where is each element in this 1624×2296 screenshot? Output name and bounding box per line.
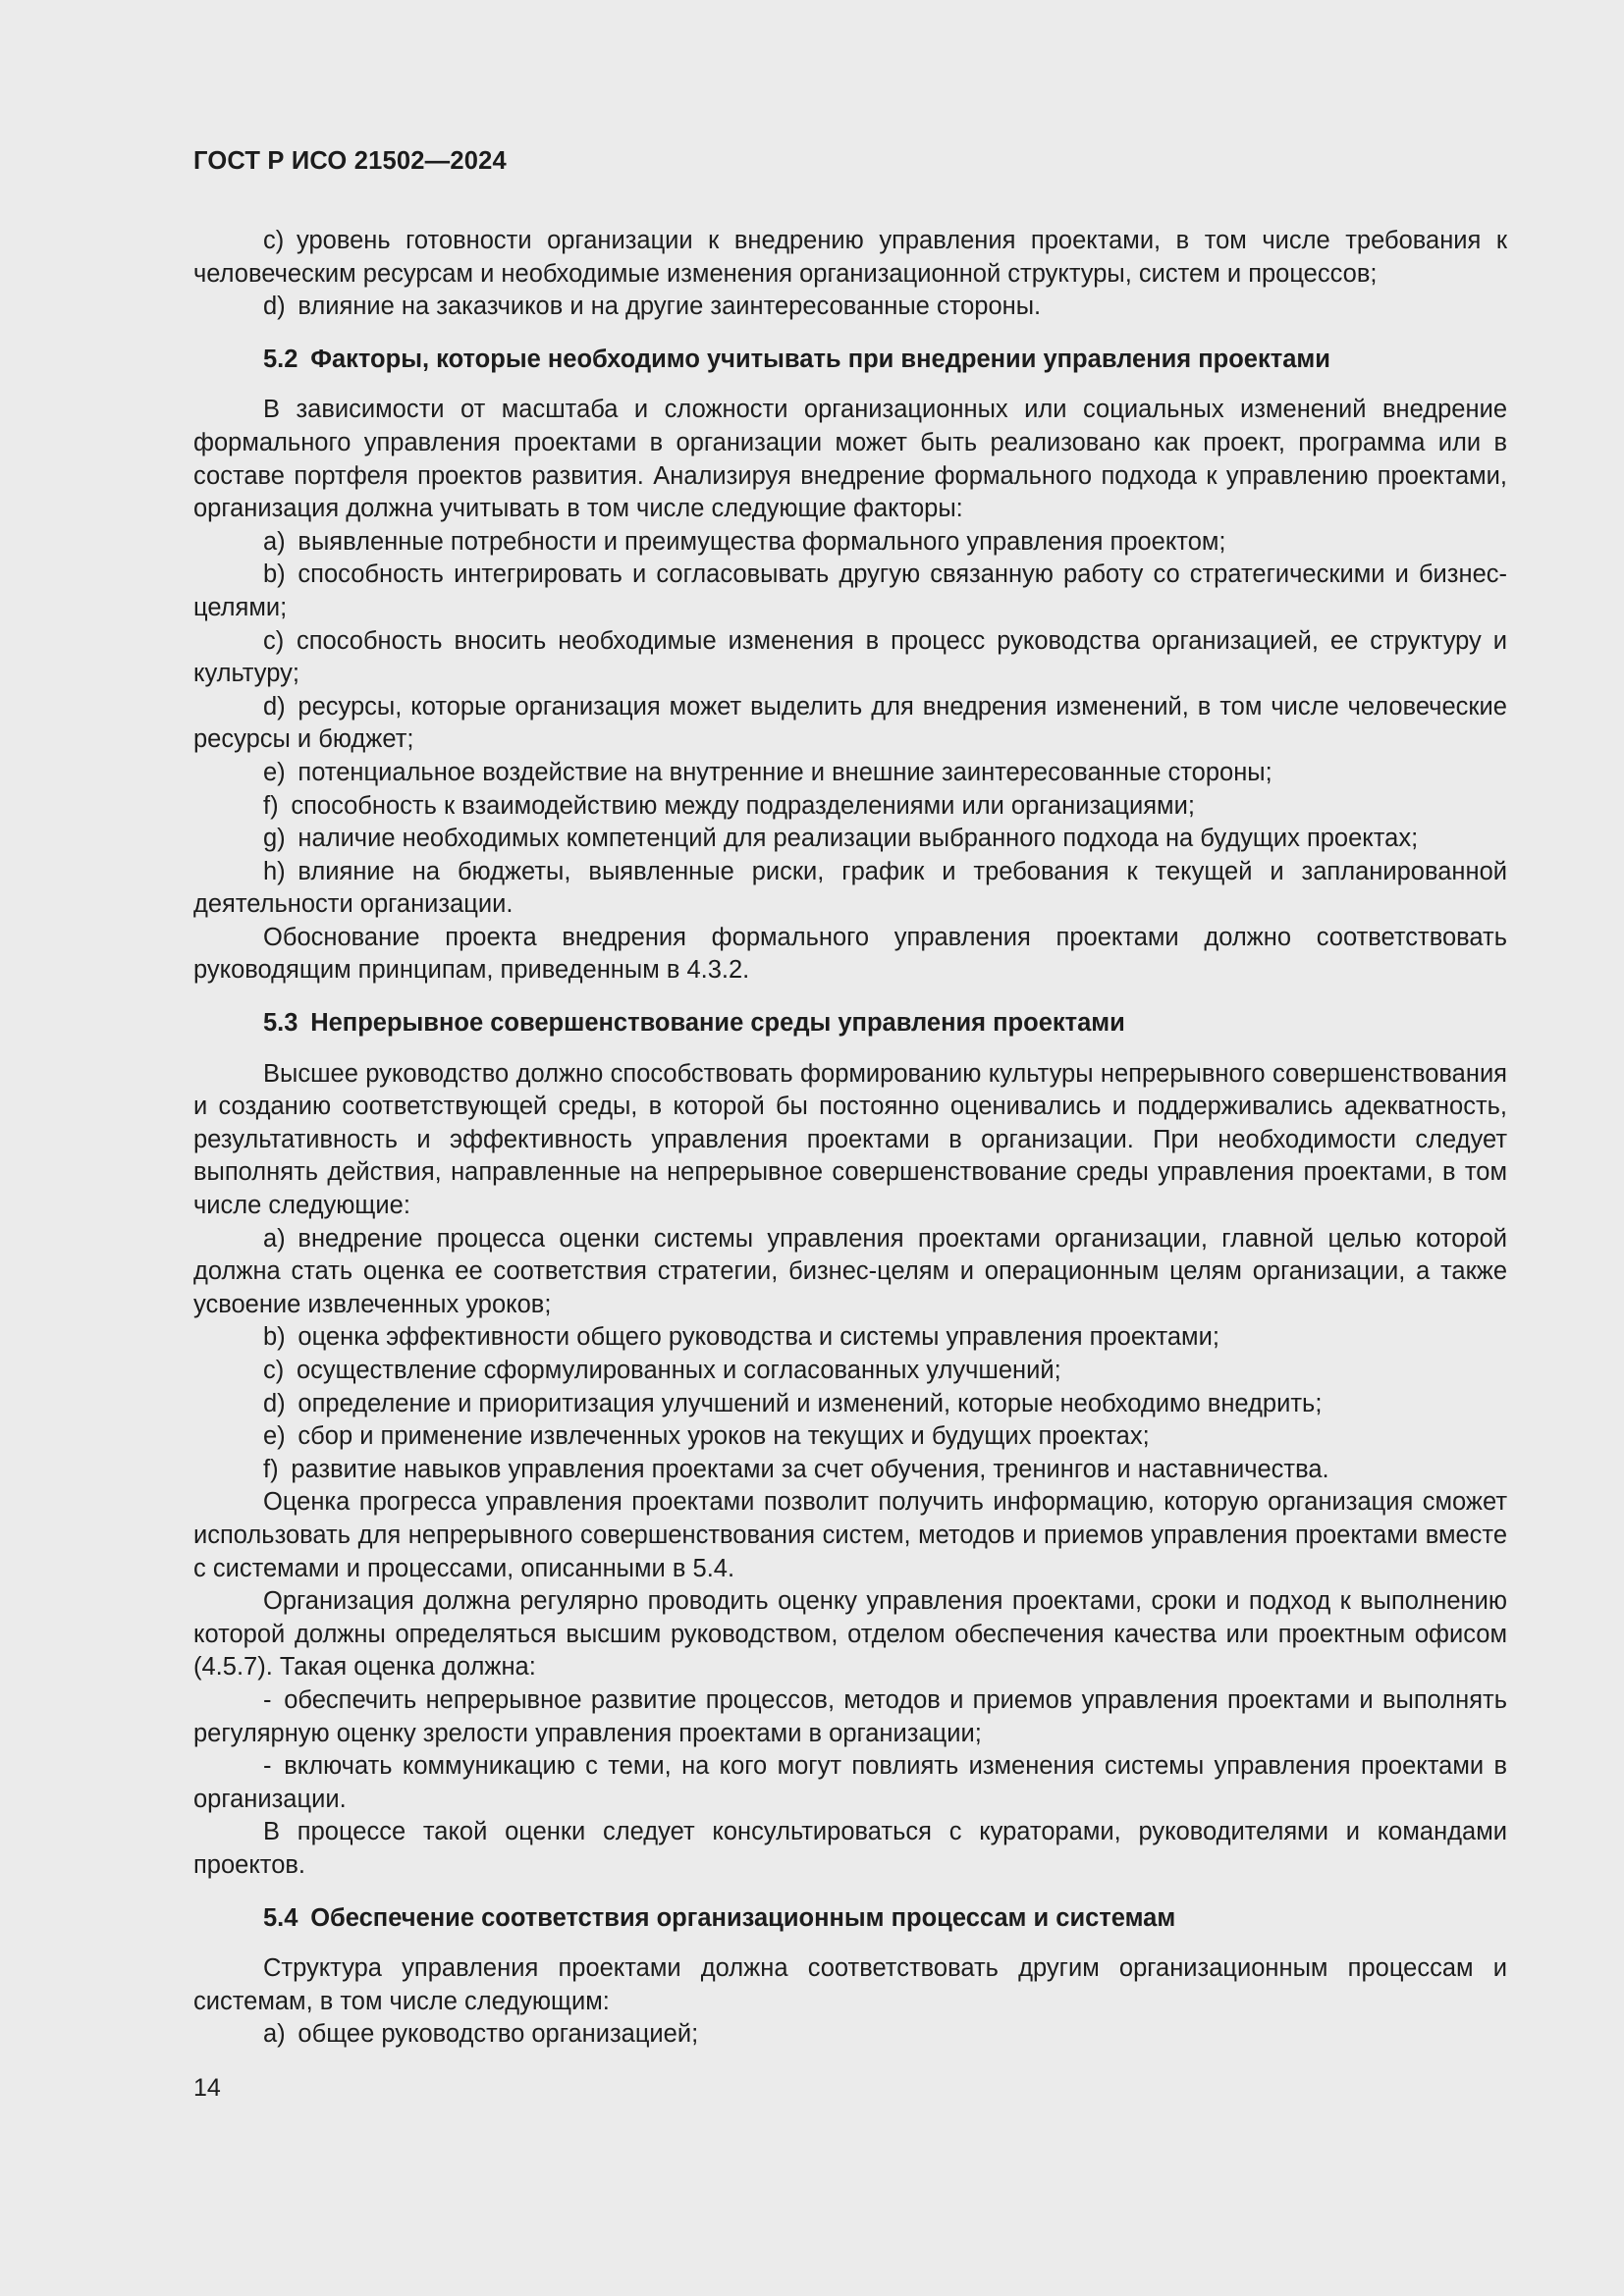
list-item: d) влияние на заказчиков и на другие заинтересованные стороны. [263,293,1042,321]
paragraph: Обоснование проекта внедрения формального управления проектами должно соответствовать руководящим принципам, приведенным в 4.3.2. [193,923,1507,985]
list-item: f) развитие навыков управления проектами за счет обучения, тренингов и наставничества. [263,1455,1329,1483]
list-item: c) осуществление сформулированных и согласованных улучшений; [263,1357,1061,1384]
list-item: c) уровень готовности организации к внедрению управления проектами, в том числе требования к человеческим ресурсам и необходимые изменения организационной структуры, систем и процессов; [193,227,1507,288]
paragraph: Структура управления проектами должна соответствовать другим организационным процессам и системам, в том числе следующим: [193,1954,1507,2015]
paragraph: Высшее руководство должно способствовать формированию культуры непрерывного совершенствования и созданию соответствующей среды, в которой бы постоянно оценивались и поддерживались адекватность, результативность и эффективность управления проектами в организации. При необходимости следует выполнять действия, направленные на непрерывное совершенствование среды управления проектами, в том числе следующие: [193,1059,1507,1220]
section-heading-5-2: 5.2 Факторы, которые необходимо учитывать при внедрении управления проектами [263,345,1330,373]
section-heading-5-3: 5.3 Непрерывное совершенствование среды управления проектами [263,1009,1125,1038]
list-item: a) выявленные потребности и преимущества формального управления проектом; [263,527,1226,556]
paragraph: Организация должна регулярно проводить оценку управления проектами, сроки и подход к выполнению которой должны определяться высшим руководством, отделом обеспечения качества или проектным офисом (4.5.7). Такая оценка должна: [193,1587,1507,1682]
list-item: e) сбор и применение извлеченных уроков на текущих и будущих проектах; [263,1422,1150,1451]
paragraph: Оценка прогресса управления проектами позволит получить информацию, которую организация сможет использовать для непрерывного совершенствования систем, методов и приемов управления проектами вместе с системами и процессами, описанными в 5.4. [193,1488,1507,1582]
list-item: g) наличие необходимых компетенций для реализации выбранного подхода на будущих проектах; [263,825,1419,853]
list-item: a) внедрение процесса оценки системы управления проектами организации, главной целью которой должна стать оценка ее соответствия стратегии, бизнес-целям и операционным целям организации, а также усвоение извлеченных уроков; [193,1224,1507,1318]
page-body [193,225,1507,2052]
list-item: a) общее руководство организацией; [263,2020,699,2049]
list-item: d) определение и приоритизация улучшений и изменений, которые необходимо внедрить; [263,1389,1323,1417]
list-item: e) потенциальное воздействие на внутренние и внешние заинтересованные стороны; [263,758,1272,786]
list-item: b) способность интегрировать и согласовывать другую связанную работу со стратегическими и бизнес-целями; [193,561,1507,621]
paragraph: В зависимости от масштаба и сложности организационных или социальных изменений внедрение формального управления проектами в организации может быть реализовано как проект, программа или в составе портфеля проектов развития. Анализируя внедрение формального подхода к управлению проектами, организация должна учитывать в том числе следующие факторы: [193,396,1507,523]
section-heading-5-4: 5.4 Обеспечение соответствия организационным процессам и системам [263,1903,1176,1932]
list-item: d) ресурсы, которые организация может выделить для внедрения изменений, в том числе человеческие ресурсы и бюджет; [193,692,1507,754]
paragraph: В процессе такой оценки следует консультироваться с кураторами, руководителями и командами проектов. [193,1818,1507,1879]
list-item: h) влияние на бюджеты, выявленные риски, график и требования к текущей и запланированной деятельности организации. [193,857,1507,919]
list-item: c) способность вносить необходимые изменения в процесс руководства организацией, ее структуру и культуру; [193,626,1507,688]
list-item: b) оценка эффективности общего руководства и системы управления проектами; [263,1323,1219,1352]
dash-list-item: - включать коммуникацию с теми, на кого могут повлиять изменения системы управления проектами в организации. [193,1752,1507,1813]
page-number: 14 [193,2074,221,2102]
document-header: ГОСТ Р ИСО 21502—2024 [193,147,507,175]
list-item: f) способность к взаимодействию между подразделениями или организациями; [263,791,1195,820]
dash-list-item: - обеспечить непрерывное развитие процессов, методов и приемов управления проектами и выполнять регулярную оценку зрелости управления проектами в организации; [193,1685,1507,1747]
